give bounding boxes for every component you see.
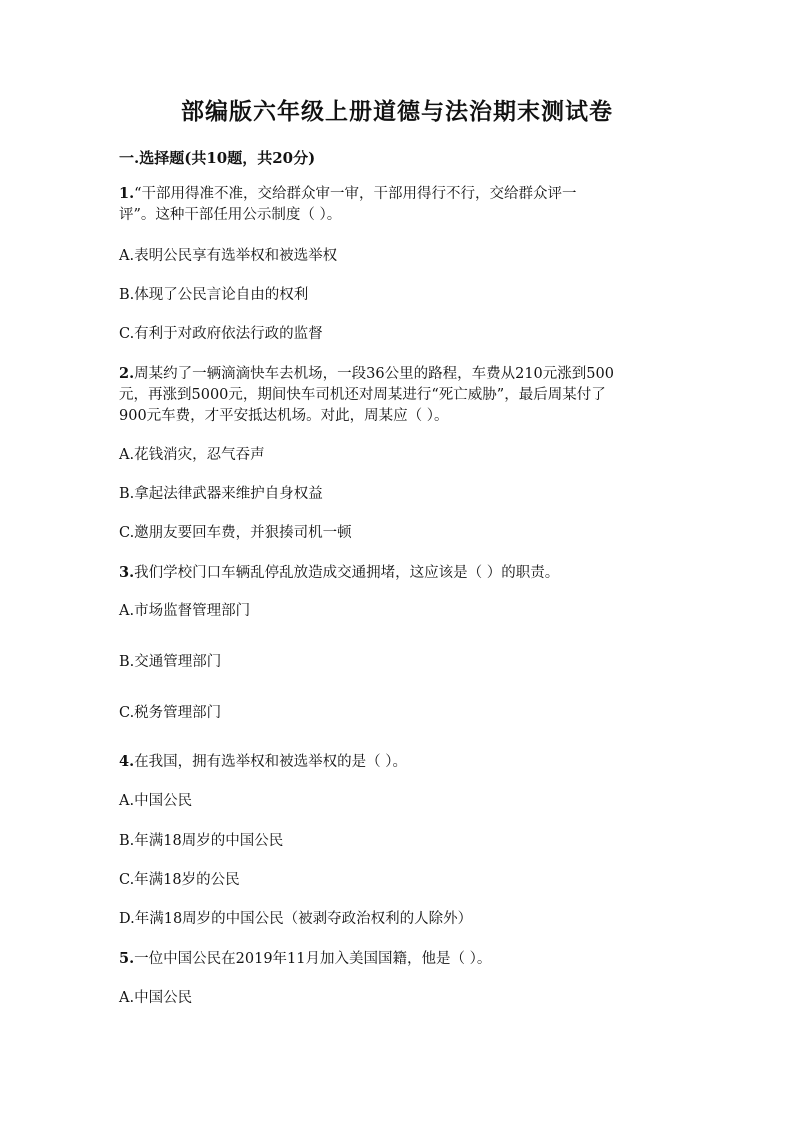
question-2-line-1	[119, 364, 679, 384]
question-1-line-1	[119, 184, 679, 204]
question-2-option-a: A.花钱消灾，忍气吞声	[119, 447, 265, 463]
page-title: 部编版六年级上册道德与法治期末测试卷	[181, 98, 613, 125]
question-5-line-1	[119, 949, 679, 969]
question-4-option-c: C.年满18岁的公民	[119, 872, 240, 888]
question-4-line-1	[119, 752, 679, 772]
question-3-option-b: B.交通管理部门	[119, 654, 222, 670]
question-2-line-3: 900元车费，才平安抵达机场。对此，周某应（ ）。	[119, 408, 449, 424]
question-1-line-2: 评”。这种干部任用公示制度（ ）。	[119, 207, 342, 223]
question-stem: 一位中国公民在2019年11月加入美国国籍，他是（ ）。	[134, 951, 492, 967]
question-2-option-c: C.邀朋友要回车费，并狠揍司机一顿	[119, 525, 352, 541]
question-stem: 在我国，拥有选举权和被选举权的是（ ）。	[134, 754, 407, 770]
question-number: 1.	[119, 185, 135, 202]
question-4-option-b: B.年满18周岁的中国公民	[119, 833, 284, 849]
question-1-option-b: B.体现了公民言论自由的权利	[119, 287, 309, 303]
question-number: 4.	[119, 753, 135, 770]
question-number: 3.	[119, 564, 135, 581]
question-3-option-a: A.市场监督管理部门	[119, 603, 251, 619]
question-1-option-a: A.表明公民享有选举权和被选举权	[119, 248, 338, 264]
question-number: 2.	[119, 365, 135, 382]
question-1-option-c: C.有利于对政府依法行政的监督	[119, 326, 323, 342]
question-3-line-1	[119, 563, 679, 583]
question-2-option-b: B.拿起法律武器来维护自身权益	[119, 486, 323, 502]
question-stem: “干部用得准不准，交给群众审一审，干部用得行不行，交给群众评一	[134, 186, 577, 202]
question-4-option-d: D.年满18周岁的中国公民（被剥夺政治权利的人除外）	[119, 911, 473, 927]
question-4-option-a: A.中国公民	[119, 793, 193, 809]
question-stem: 周某约了一辆滴滴快车去机场，一段36公里的路程，车费从210元涨到500	[134, 366, 614, 382]
question-5-option-a: A.中国公民	[119, 990, 193, 1006]
question-2-line-2: 元，再涨到5000元，期间快车司机还对周某进行“死亡威胁”，最后周某付了	[119, 387, 606, 403]
section-heading: 一.选择题(共10题，共20分)	[119, 149, 316, 167]
question-stem: 我们学校门口车辆乱停乱放造成交通拥堵，这应该是（ ）的职责。	[134, 565, 560, 581]
question-number: 5.	[119, 950, 135, 967]
question-3-option-c: C.税务管理部门	[119, 705, 222, 721]
